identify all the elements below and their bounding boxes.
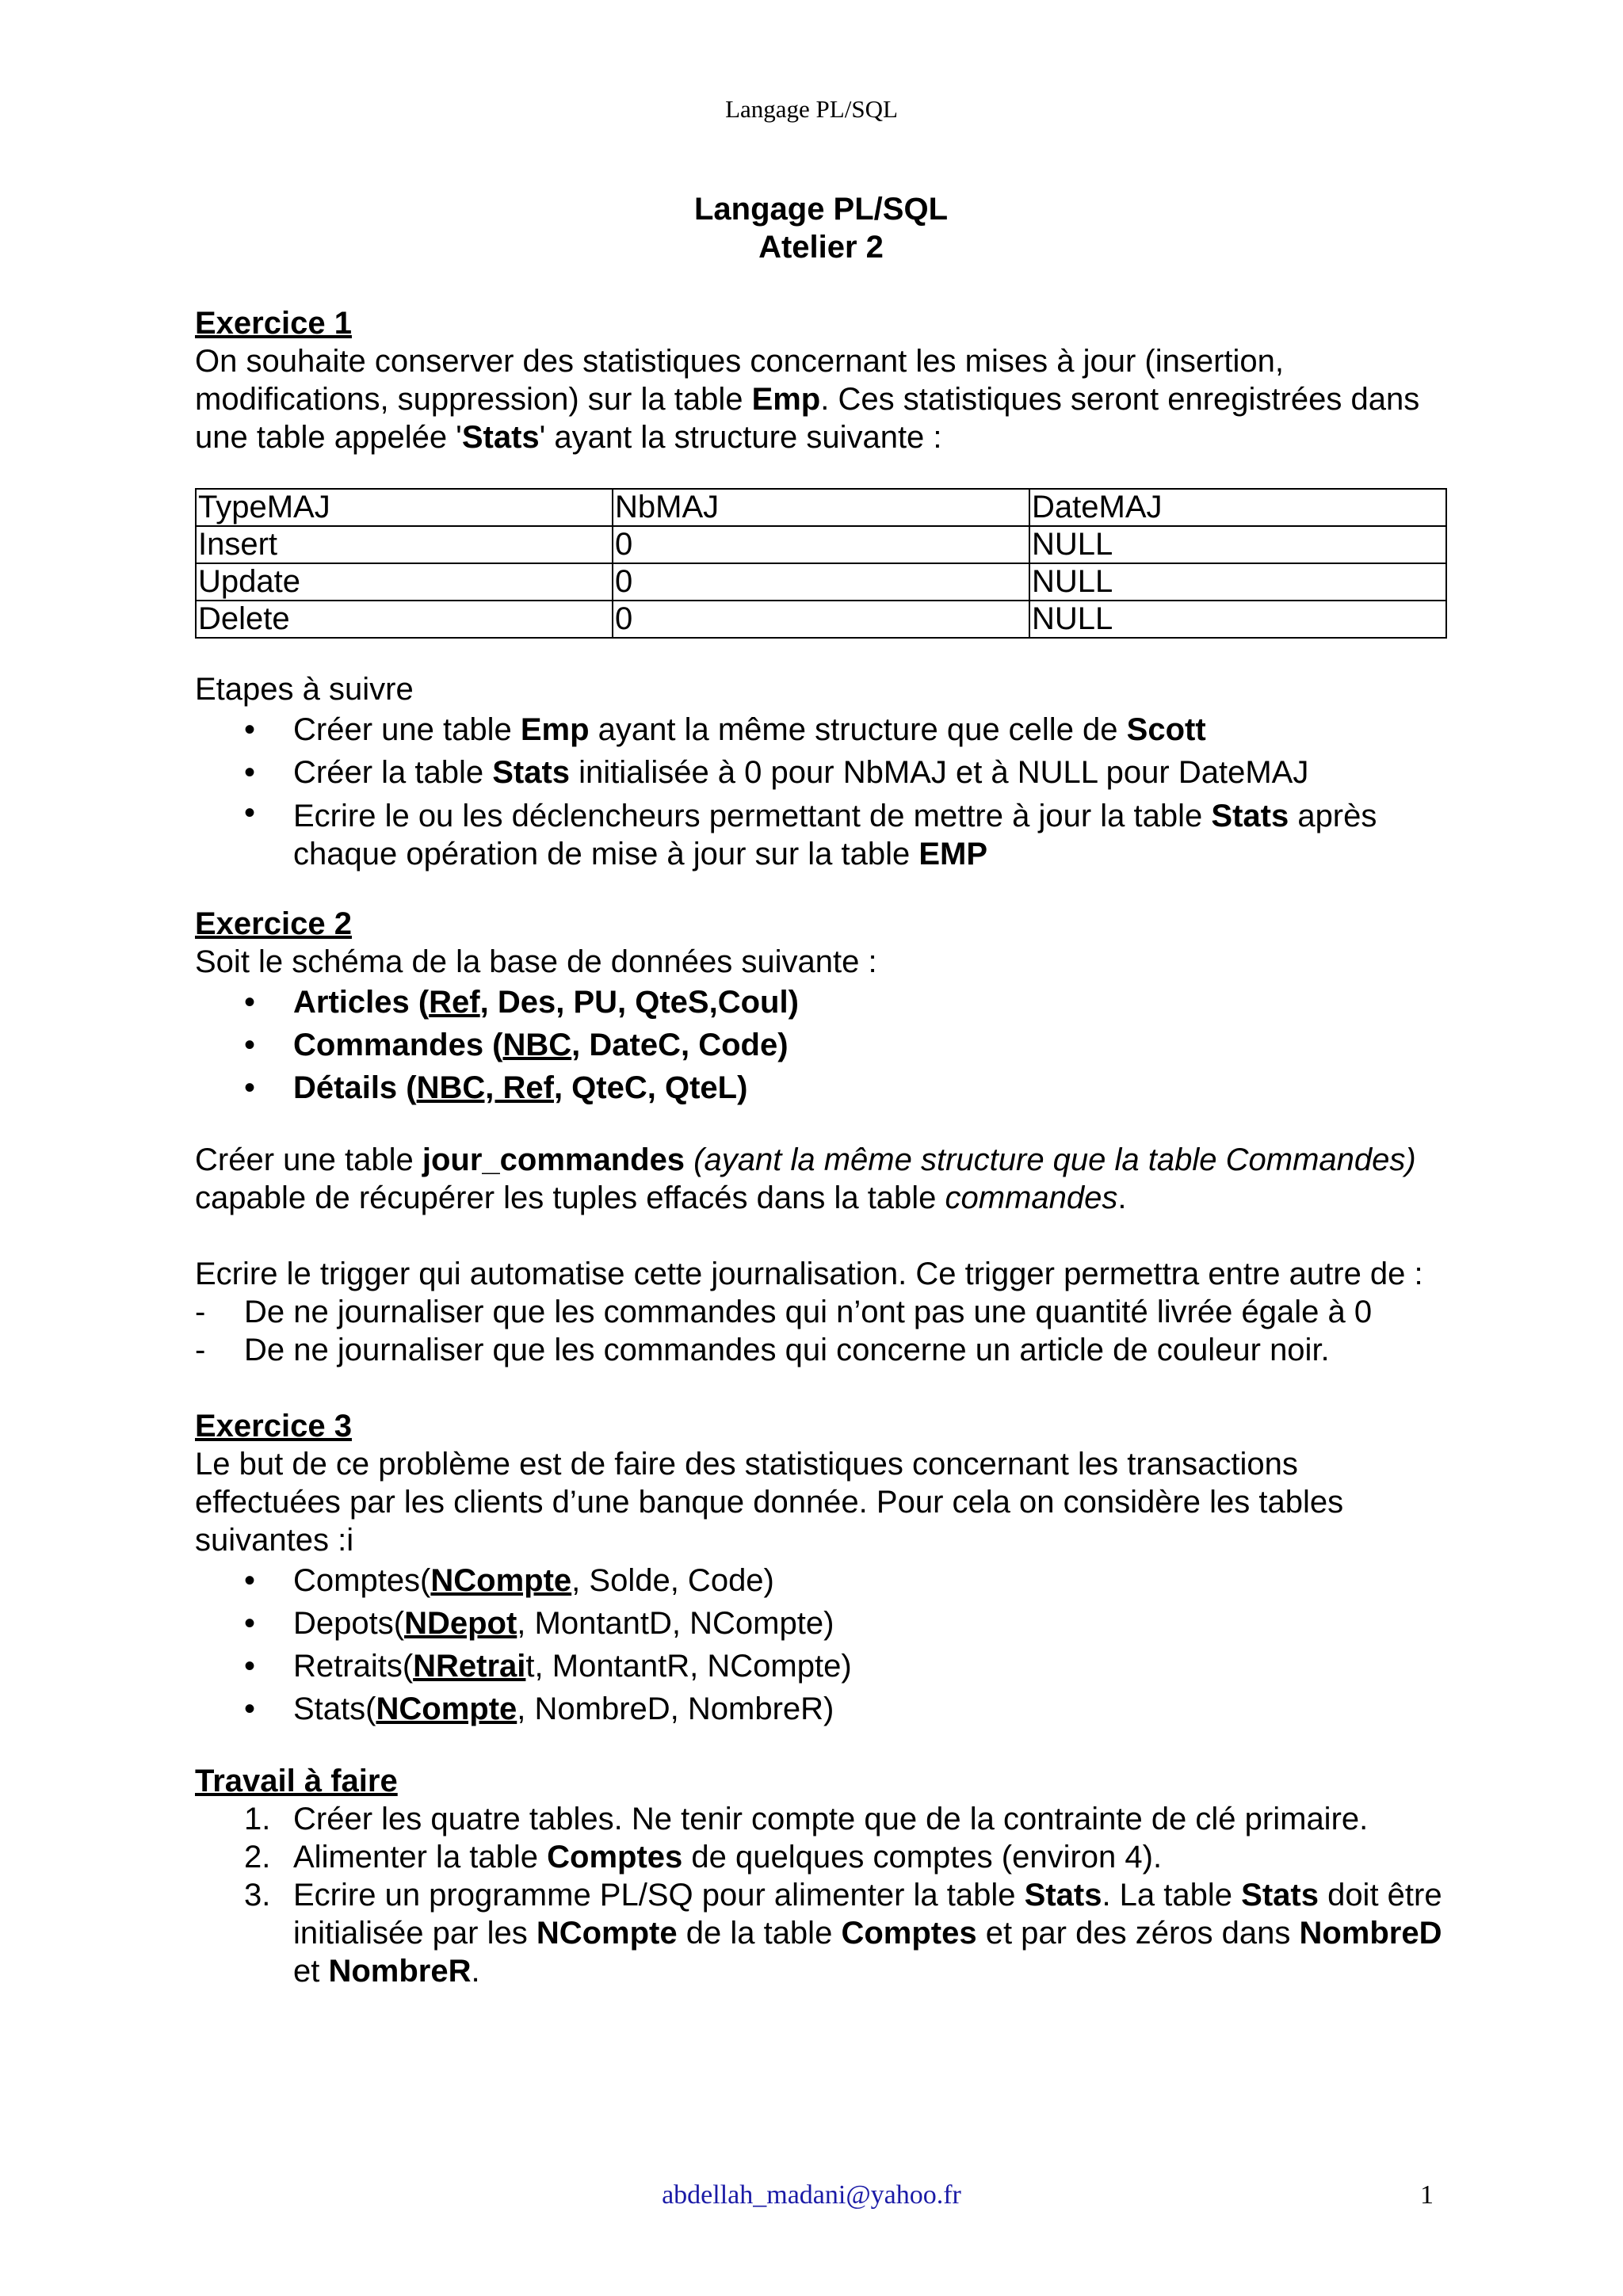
table-cell: 0 (613, 563, 1029, 601)
table-cell: Update (196, 563, 613, 601)
item-number: 1. (244, 1802, 271, 1836)
table-cell: NULL (1029, 601, 1446, 638)
exercise-3-intro: Le but de ce problème est de faire des statistiques concernant les transactions effectuées par les clients d’une banque donnée. Pour cela on considère les tables suivantes :i (195, 1447, 1344, 1558)
list-item: • Ecrire le ou les déclencheurs permettant de mettre à jour la table Stats après chaque opération de mise à jour sur la table EMP (293, 794, 1447, 873)
list-item: • Créer une table Emp ayant la même structure que celle de Scott (293, 708, 1447, 751)
table-cell: NULL (1029, 526, 1446, 563)
list-item (244, 1838, 1447, 1876)
steps-list (195, 708, 1447, 873)
exercise-2-paragraph-2: Ecrire le trigger qui automatise cette journalisation. Ce trigger permettra entre autre de : (195, 1257, 1423, 1291)
table-header-cell: DateMAJ (1029, 489, 1446, 526)
title-line-1: Langage PL/SQL (693, 192, 949, 227)
list-item-text: De ne journaliser que les commandes qui n’ont pas une quantité livrée égale à 0 (244, 1295, 1373, 1329)
title-line-2: Atelier 2 (758, 230, 884, 265)
list-item: • Stats(NCompte, NombreD, NombreR) (293, 1688, 1447, 1730)
table-cell: NULL (1029, 563, 1446, 601)
list-item: • Créer la table Stats initialisée à 0 pour NbMAJ et à NULL pour DateMAJ (293, 751, 1447, 794)
running-header: Langage PL/SQL (725, 95, 898, 123)
list-item: • Commandes (NBC, DateC, Code) (293, 1024, 1447, 1066)
schema-list (195, 981, 1447, 1109)
table-cell: Insert (196, 526, 613, 563)
list-item (244, 1876, 1447, 1990)
travail-a-faire (195, 1762, 1447, 1990)
exercise-1 (195, 304, 1447, 873)
list-item: • Articles (Ref, Des, PU, QteS,Coul) (293, 981, 1447, 1024)
document-body (195, 190, 1447, 1990)
exercise-2-paragraph-1: Créer une table jour_commandes (ayant la même structure que la table Commandes) capable de récupérer les tuples effacés dans la table commandes. (195, 1142, 1416, 1215)
travail-heading: Travail à faire (195, 1764, 398, 1798)
table-row (196, 601, 1446, 638)
dash-marker: - (195, 1295, 206, 1329)
list-item (195, 1331, 1447, 1369)
table-header-cell: NbMAJ (613, 489, 1029, 526)
exercise-3 (195, 1407, 1447, 1730)
table-cell: Delete (196, 601, 613, 638)
list-item: • Comptes(NCompte, Solde, Code) (293, 1559, 1447, 1602)
list-item (195, 1293, 1447, 1331)
list-item (244, 1800, 1447, 1838)
table-row (196, 563, 1446, 601)
list-item-text: Ecrire un programme PL/SQ pour alimenter la table Stats. La table Stats doit être initialisée par les NCompte de la table Comptes et par des zéros dans NombreD et NombreR. (293, 1878, 1442, 1989)
table-header-cell: TypeMAJ (196, 489, 613, 526)
page-number: 1 (1420, 2180, 1434, 2210)
table-header-row (196, 489, 1446, 526)
item-number: 3. (244, 1878, 271, 1913)
tables-list (195, 1559, 1447, 1730)
steps-label: Etapes à suivre (195, 672, 414, 707)
list-item: • Retraits(NRetrait, MontantR, NCompte) (293, 1645, 1447, 1688)
list-item-text: Créer les quatre tables. Ne tenir compte que de la contrainte de clé primaire. (293, 1802, 1369, 1836)
item-number: 2. (244, 1840, 271, 1875)
list-item: • Détails (NBC, Ref, QteC, QteL) (293, 1066, 1447, 1109)
table-cell: 0 (613, 526, 1029, 563)
tasks-list (195, 1800, 1447, 1990)
exercise-2 (195, 905, 1447, 1369)
stats-table (195, 488, 1447, 639)
exercise-2-intro: Soit le schéma de la base de données suivante : (195, 944, 877, 979)
exercise-2-heading: Exercice 2 (195, 906, 352, 941)
table-cell: 0 (613, 601, 1029, 638)
page-title (195, 190, 1447, 266)
list-item-text: Alimenter la table Comptes de quelques comptes (environ 4). (293, 1840, 1163, 1875)
exercise-3-heading: Exercice 3 (195, 1409, 352, 1444)
table-row (196, 526, 1446, 563)
exercise-1-heading: Exercice 1 (195, 306, 352, 341)
author-email-link[interactable]: abdellah_madani@yahoo.fr (662, 2180, 961, 2210)
list-item: • Depots(NDepot, MontantD, NCompte) (293, 1602, 1447, 1645)
list-item-text: De ne journaliser que les commandes qui concerne un article de couleur noir. (244, 1333, 1330, 1367)
exercise-1-intro: On souhaite conserver des statistiques concernant les mises à jour (insertion, modifications, suppression) sur la table Emp. Ces statistiques seront enregistrées dans une table appelée 'Stats' ayant la structure suivante : (195, 344, 1420, 455)
dash-marker: - (195, 1333, 206, 1367)
